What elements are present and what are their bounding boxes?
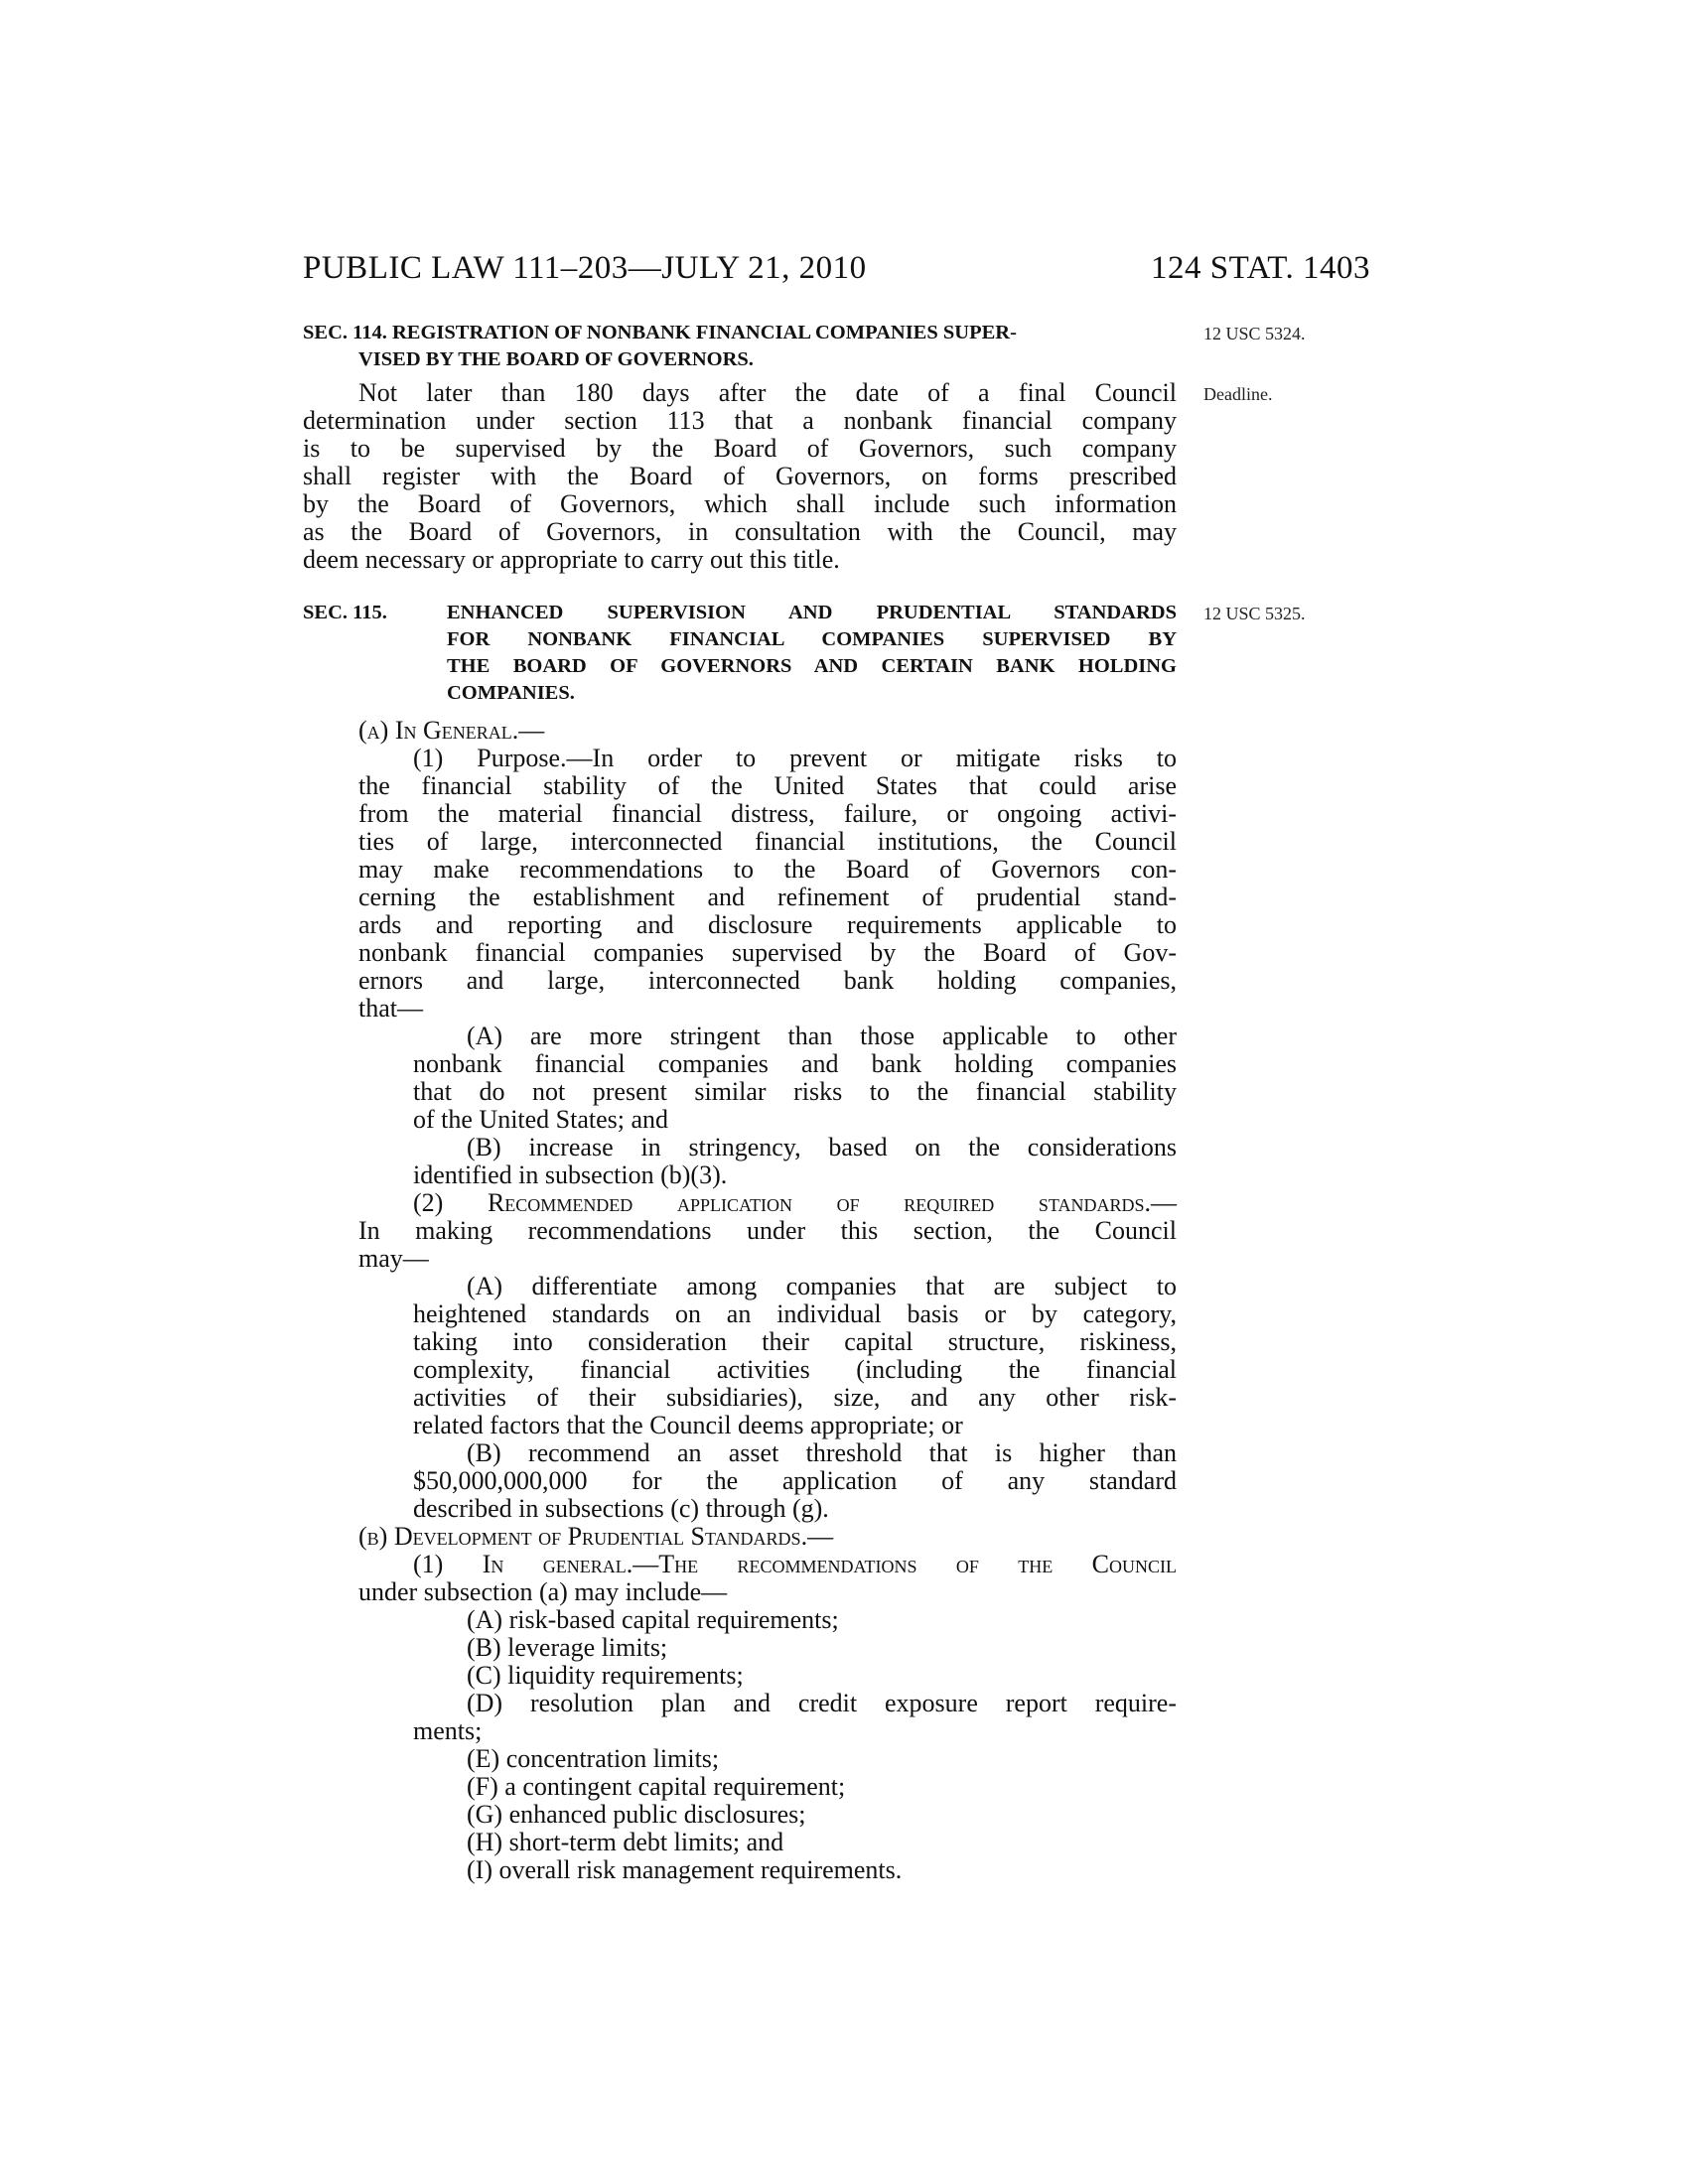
header-stat-page: 124 STAT. 1403	[1150, 250, 1370, 286]
a1A-line: nonbank financial companies and bank holding companies	[413, 1049, 1177, 1078]
a1A-line: (A) are more stringent than those applicable to other	[467, 1022, 1177, 1050]
sec114-para-line: by the Board of Governors, which shall include such information	[303, 489, 1177, 518]
a1-line: the financial stability of the United States that could arise	[358, 771, 1177, 800]
sec115-heading-line4: COMPANIES.	[447, 682, 575, 704]
sec114-para-line: deem necessary or appropriate to carry out this title.	[303, 545, 840, 574]
sec115-heading-line1: ENHANCED SUPERVISION AND PRUDENTIAL STANDARDS	[447, 602, 1177, 623]
sec115-heading-line2: FOR NONBANK FINANCIAL COMPANIES SUPERVISED BY	[447, 628, 1177, 650]
a1A-line: of the United States; and	[413, 1105, 669, 1134]
list-item: (I) overall risk management requirements.	[467, 1855, 903, 1884]
list-item: (D) resolution plan and credit exposure report require-	[467, 1689, 1177, 1717]
a1-line: ties of large, interconnected financial institutions, the Council	[358, 827, 1177, 856]
a2A-line: activities of their subsidiaries), size, and any other risk-	[413, 1383, 1177, 1412]
a1A-line: that do not present similar risks to the financial stability	[413, 1077, 1177, 1106]
a1B-line: identified in subsection (b)(3).	[413, 1160, 728, 1189]
list-item: (H) short-term debt limits; and	[467, 1828, 784, 1856]
a1-line: may make recommendations to the Board of Governors con-	[358, 855, 1177, 884]
a1-line: that—	[358, 994, 423, 1023]
a2-line: In making recommendations under this section, the Council	[358, 1216, 1177, 1245]
list-item: (G) enhanced public disclosures;	[467, 1800, 806, 1829]
sec114-para-line: is to be supervised by the Board of Governors, such company	[303, 434, 1177, 463]
margin-note-deadline: Deadline.	[1203, 384, 1273, 404]
sec114-para-line: Not later than 180 days after the date of a final Council	[358, 378, 1177, 407]
list-item: (B) leverage limits;	[467, 1633, 668, 1662]
a2A-line: complexity, financial activities (including the financial	[413, 1355, 1177, 1384]
margin-note-usc-5324: 12 USC 5324.	[1203, 324, 1306, 343]
a2-line: may—	[358, 1244, 429, 1273]
a1-line: cerning the establishment and refinement of prudential stand-	[358, 883, 1177, 911]
a2A-line: taking into consideration their capital structure, riskiness,	[413, 1327, 1177, 1356]
list-item: (F) a contingent capital requirement;	[467, 1772, 846, 1801]
sec114-heading-line1: SEC. 114. REGISTRATION OF NONBANK FINANCIAL COMPANIES SUPER-	[303, 322, 1017, 343]
a2-line: (2) Recommended application of required standards.—	[413, 1188, 1177, 1217]
a1-line: ernors and large, interconnected bank holding companies,	[358, 966, 1177, 995]
subsection-b-heading: (b) Development of Prudential Standards.—	[358, 1522, 834, 1551]
list-item: (A) risk-based capital requirements;	[467, 1605, 839, 1634]
list-item: (C) liquidity requirements;	[467, 1661, 744, 1690]
sec114-heading-line2: VISED BY THE BOARD OF GOVERNORS.	[358, 348, 754, 370]
sec114-para-line: determination under section 113 that a nonbank financial company	[303, 406, 1177, 435]
a2B-line: (B) recommend an asset threshold that is higher than	[467, 1438, 1177, 1467]
margin-note-usc-5325: 12 USC 5325.	[1203, 604, 1306, 623]
sec114-para-line: as the Board of Governors, in consultation with the Council, may	[303, 517, 1177, 546]
list-item: (E) concentration limits;	[467, 1744, 720, 1773]
a2B-line: $50,000,000,000 for the application of any standard	[413, 1466, 1177, 1495]
a2A-line: related factors that the Council deems appropriate; or	[413, 1411, 963, 1439]
b1-line: (1) In general.—The recommendations of the Council	[413, 1550, 1177, 1578]
a1-line: ards and reporting and disclosure requirements applicable to	[358, 910, 1177, 939]
header-law-title: PUBLIC LAW 111–203—JULY 21, 2010	[303, 250, 867, 286]
sec115-heading-number: SEC. 115.	[303, 602, 387, 623]
a1-line: nonbank financial companies supervised by the Board of Gov-	[358, 938, 1177, 967]
sec115-heading-line3: THE BOARD OF GOVERNORS AND CERTAIN BANK HOLDING	[447, 655, 1177, 677]
a1B-line: (B) increase in stringency, based on the considerations	[467, 1133, 1177, 1161]
a1-line: (1) Purpose.—In order to prevent or mitigate risks to	[413, 744, 1177, 772]
a1-line: from the material financial distress, failure, or ongoing activi-	[358, 799, 1177, 828]
a2B-line: described in subsections (c) through (g).	[413, 1494, 829, 1523]
subsection-a-heading: (a) In General.—	[358, 716, 545, 745]
page-header	[303, 244, 1370, 292]
b1-line: under subsection (a) may include—	[358, 1577, 728, 1606]
a2A-line: (A) differentiate among companies that are subject to	[467, 1272, 1177, 1300]
list-item-continuation: ments;	[413, 1716, 483, 1745]
a2A-line: heightened standards on an individual basis or by category,	[413, 1299, 1177, 1328]
sec114-para-line: shall register with the Board of Governors, on forms prescribed	[303, 462, 1177, 490]
